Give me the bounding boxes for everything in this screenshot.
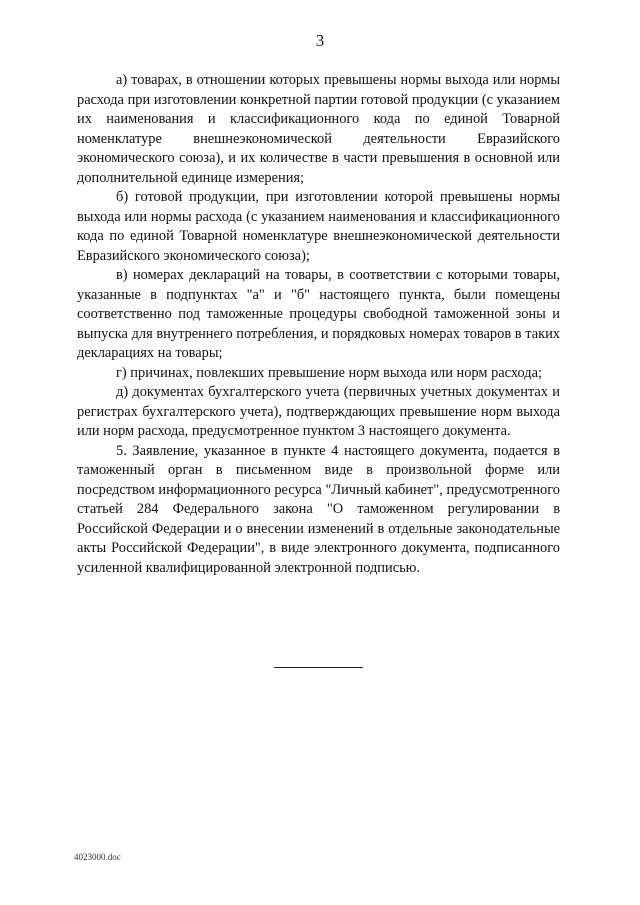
file-name-footer: 4023000.doc <box>74 852 121 862</box>
paragraph-item-g: г) причинах, повлекших превышение норм выхода или норм расхода; <box>116 364 542 381</box>
end-separator-line <box>274 667 363 668</box>
paragraph-item-v: в) номерах деклараций на товары, в соответствии с которыми товары, указанные в подпунктах "а" и "б" настоящего пункта, были помещены соответственно под таможенные процедуры свободной таможенной зоны и выпуска для внутреннего потребления, и порядковых номерах товаров в таких декларациях на товары; <box>77 267 560 361</box>
paragraph-item-b: б) готовой продукции, при изготовлении которой превышены нормы выхода или нормы расхода (с указанием наименования и классификационного кода по единой Товарной номенклатуре внешнеэкономической деятельности Евразийского экономического союза); <box>77 189 560 264</box>
document-body <box>77 71 560 578</box>
paragraph-clause-5: 5. Заявление, указанное в пункте 4 настоящего документа, подается в таможенный орган в письменном виде в произвольной форме или посредством информационного ресурса "Личный кабинет", предусмотренного статьей 284 Федерального закона "О таможенном регулировании в Российской Федерации и о внесении изменений в отдельные законодательные акты Российской Федерации", в виде электронного документа, подписанного усиленной квалифицированной электронной подписью. <box>77 442 560 576</box>
paragraph-item-d: д) документах бухгалтерского учета (первичных учетных документах и регистрах бухгалтерского учета), подтверждающих превышение норм выхода или норм расхода, предусмотренное пунктом 3 настоящего документа. <box>77 384 560 439</box>
paragraph-item-a: а) товарах, в отношении которых превышены нормы выхода или нормы расхода при изготовлении конкретной партии готовой продукции (с указанием их наименования и классификационного кода по единой Товарной номенклатуре внешнеэкономической деятельности Евразийского экономического союза), и их количестве в части превышения в основной или дополнительной единице измерения; <box>77 72 560 186</box>
page-number: 3 <box>315 31 325 50</box>
